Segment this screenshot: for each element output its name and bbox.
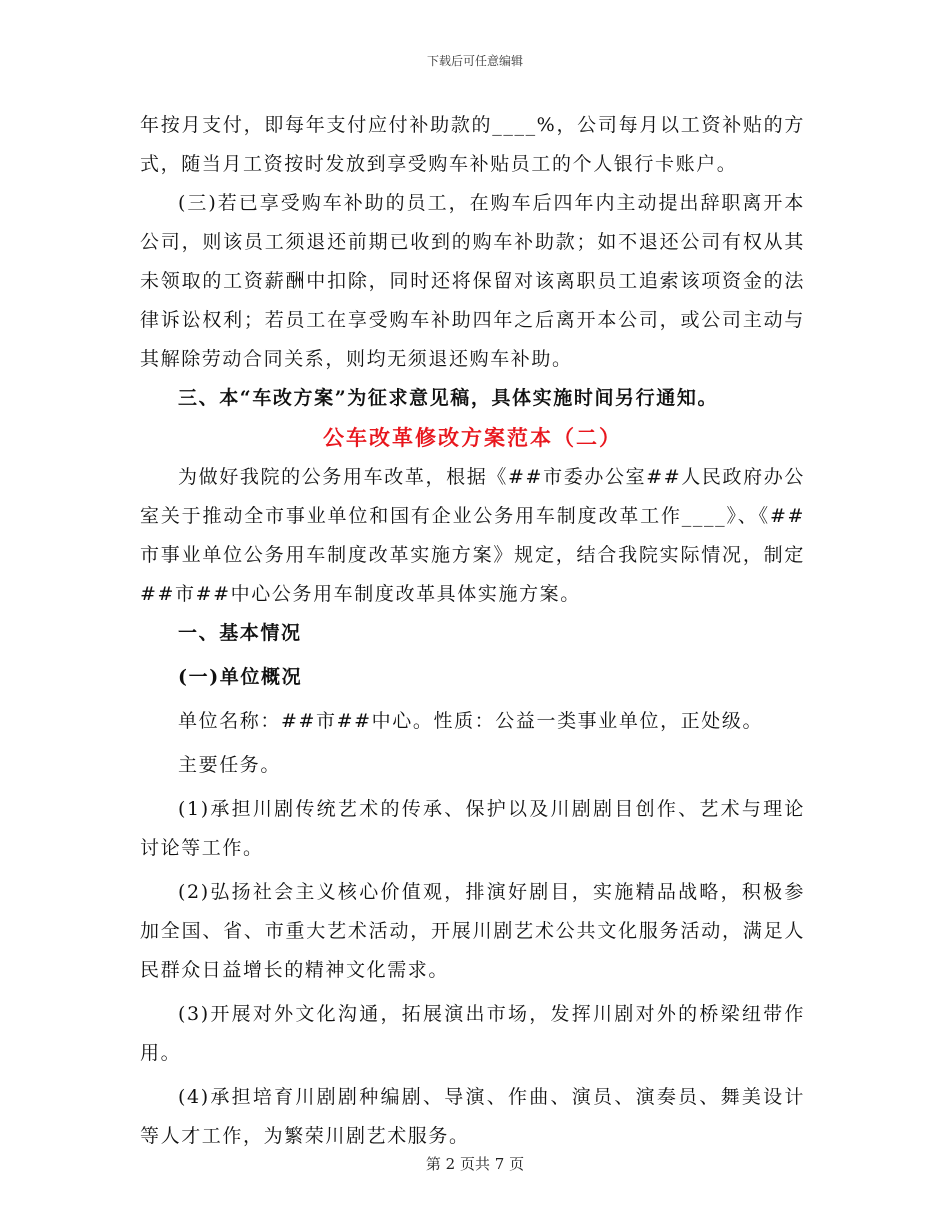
paragraph-payment-method: 年按月支付，即每年支付应付补助款的____%，公司每月以工资补贴的方式，随当月工资按时发放到享受购车补贴员工的个人银行卡账户。 xyxy=(140,114,805,175)
page-footer: 第 2 页共 7 页 xyxy=(425,1155,525,1173)
document-body xyxy=(140,106,805,1161)
task-item-4: (4)承担培育川剧剧种编剧、导演、作曲、演员、演奏员、舞美设计等人才工作，为繁荣川剧艺术服务。 xyxy=(140,1086,805,1147)
paragraph-introduction: 为做好我院的公务用车改革，根据《##市委办公室##人民政府办公室关于推动全市事业单位和国有企业公务用车制度改革工作____》、《##市事业单位公务用车制度改革实施方案》规定，结合我院实际情况，制定##市##中心公务用车制度改革具体实施方案。 xyxy=(140,466,805,605)
paragraph-refund-clause: (三)若已享受购车补助的员工，在购车后四年内主动提出辞职离开本公司，则该员工须退还前期已收到的购车补助款；如不退还公司有权从其未领取的工资薪酬中扣除，同时还将保留对该离职员工追索该项资金的法律诉讼权利；若员工在享受购车补助四年之后离开本公司，或公司主动与其解除劳动合同关系，则均无须退还购车补助。 xyxy=(140,192,805,370)
page-header: 下载后可任意编辑 xyxy=(426,54,523,68)
paragraph-draft-notice: 三、本“车改方案”为征求意见稿，具体实施时间另行通知。 xyxy=(178,387,719,409)
paragraph-main-tasks: 主要任务。 xyxy=(178,754,282,776)
task-item-3: (3)开展对外文化沟通，拓展演出市场，发挥川剧对外的桥梁纽带作用。 xyxy=(140,1003,805,1064)
heading-unit-overview: (一)单位概况 xyxy=(178,666,303,688)
task-item-2: (2)弘扬社会主义核心价值观，排演好剧目，实施精品战略，积极参加全国、省、市重大艺术活动，开展川剧艺术公共文化服务活动，满足人民群众日益增长的精神文化需求。 xyxy=(140,881,805,981)
heading-basic-situation: 一、基本情况 xyxy=(178,622,302,644)
task-item-1: (1)承担川剧传统艺术的传承、保护以及川剧剧目创作、艺术与理论讨论等工作。 xyxy=(140,798,805,859)
paragraph-unit-name: 单位名称：##市##中心。性质：公益一类事业单位，正处级。 xyxy=(178,710,764,732)
section-title: 公车改革修改方案范本（二） xyxy=(323,425,622,450)
